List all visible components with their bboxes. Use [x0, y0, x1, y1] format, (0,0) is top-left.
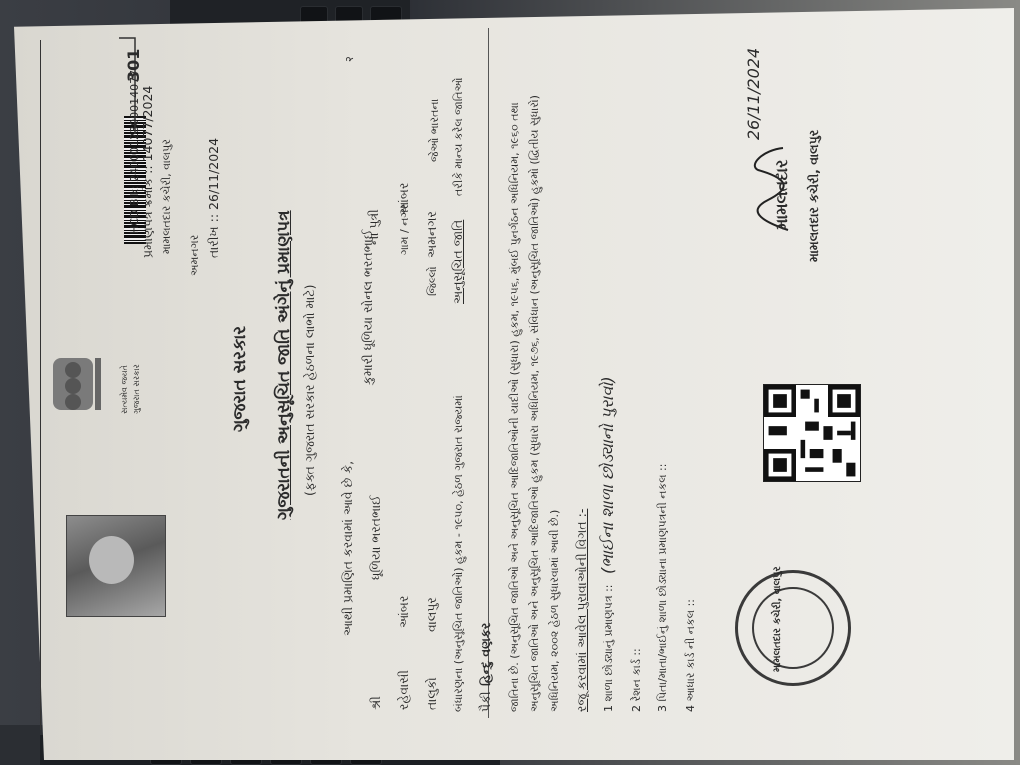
district-label: જિલ્લો [426, 266, 439, 296]
place-line: અમનગર [188, 234, 201, 276]
name-label: શ્રી [368, 696, 383, 710]
page-number: २ [343, 56, 356, 62]
office-stamp [735, 570, 851, 686]
applicant-photo [66, 515, 166, 617]
issuing-office: મામલતદાર કચેરી, વાલપુર [160, 139, 173, 254]
officer-title: મામલતદાર [772, 159, 791, 230]
resident-value: આંબર [396, 595, 411, 628]
emblem-caption-2: ગુજરાત સરકાર [132, 364, 141, 414]
certificate-subtitle: (ફક્ત ગુજરાત સરકાર હેઠળના લાભો માટે) [302, 284, 317, 496]
taluka-value: વાલપુર [424, 597, 439, 632]
village-value: આંબર [396, 182, 411, 215]
documents-heading: રજૂ કરવામાં આવેલ પુરાવાઓની વિગત :- [574, 508, 589, 712]
order-value: અનુસૂચિત જાતિ [450, 219, 465, 304]
document-item-1-handwritten: (ભાઈના શાળા છોડ્યાનો પુરાવો) [598, 376, 617, 574]
emblem-caption-1: સત્યમેવ જયતે [120, 365, 129, 414]
caste-label: તરીકે માન્ય કરેલ જાતિઓ [452, 77, 465, 196]
resident-label: રહેવાસી [396, 670, 411, 710]
legal-paragraph-line-3: અધિનિયમ, ૨૦૦૨ હેઠળ સુધારવામાં આવી છે.) [548, 509, 561, 712]
parent-label: ના પુત્રી [366, 209, 381, 245]
district-value: અમનગર [424, 211, 439, 258]
parent-name-value: ધૂળિયા ભરતભાઈ [368, 495, 383, 580]
legal-paragraph-line-1: જાતિના છે. (અનુસૂચિત જાતિઓ અને અનુસૂચિત આદિજાતિઓની યાદીઓ (સુધારા) હુકમ, ૧૯૫૬, મુંબઈ પુનર્ગઠન અધિનિયમ, ૧૯૬૦ તથા [508, 102, 521, 712]
village-label: ગામ / નગર [398, 203, 411, 255]
document-item-3: 3 પિતા/માતા/ભાઈનું શાળા છોડ્યાના પ્રમાણપત્રની નકલ :: [656, 463, 669, 712]
document-item-2: 2 રેશન કાર્ડ :: [630, 648, 643, 712]
taluka-label: તાલુકો [424, 677, 439, 710]
rule-under-heading [488, 28, 489, 718]
intro-text: આથી પ્રમાણિત કરવામાં આવે છે કે, [340, 460, 355, 636]
left-border-line [40, 40, 41, 730]
state-label: જેઓ ભારતના [428, 98, 441, 162]
state-emblem-icon [45, 348, 115, 420]
applicant-name-value: કુમારી ધૂળિયા સોનલ ભરતભાઈ [360, 229, 375, 385]
certificate-title: ગુજરાતની અનુસૂચિત જાતિ અંગેનું પ્રમાણપત્ર [274, 210, 294, 520]
certificate-number: પ્રમાણપત્ર ક્રમાંક :: 14077/2024 [140, 85, 155, 258]
order-line: બંધારણના (અનુસૂચિત જાતિઓ) હુકમ - ૧૯૫૦, હેઠળ ગુજરાત રાજ્યમાં [452, 395, 465, 712]
qr-code [763, 384, 861, 482]
issue-date: તારીખ :: 26/11/2024 [206, 137, 221, 258]
stamp-text: મામલતદાર કચેરી, વાલપુર [772, 566, 783, 672]
handwritten-number: 301 [124, 48, 143, 82]
barcode-number: HCD Blk: 2400012300014077 [128, 69, 141, 234]
document-item-4: 4 આધાર કાર્ડ ની નકલ :: [684, 599, 697, 712]
signature-date: 26/11/2024 [744, 47, 763, 140]
officer-office: મામલતદાર કચેરી, વાલપુર [806, 129, 821, 262]
caste-name-label: પૈકી [478, 691, 493, 712]
legal-paragraph-line-2: અનુસૂચિત જાતિઓ અને અનુસૂચિત આદિજાતિઓ હુકમ (સુધારા અધિનિયમ, ૧૯૭૬, સંવિધાન (અનુસૂચિત જાતિઓ) હુકમો (દ્વિતીય સુધારો) [528, 95, 541, 712]
document-item-1: 1 શાળા છોડ્યાનું પ્રમાણપત્ર :: [602, 584, 615, 712]
page-heading: ગુજરાત સરકાર [230, 325, 250, 432]
caste-name-value: હિન્દુ વણકર [478, 622, 493, 686]
